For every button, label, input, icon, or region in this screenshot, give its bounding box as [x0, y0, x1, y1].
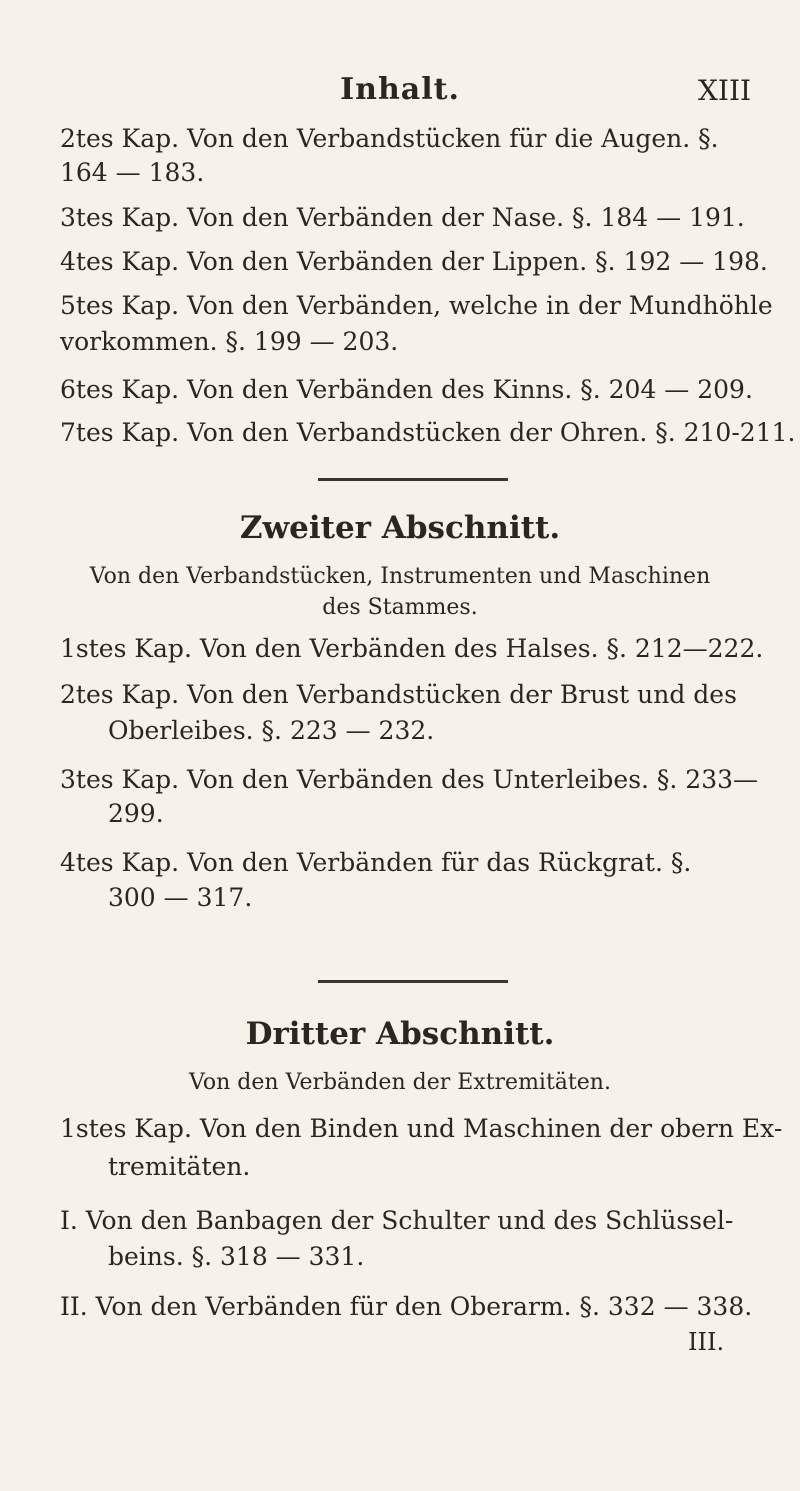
toc-entry-subsection-1-range: beins. §. 318 — 331. [108, 1242, 365, 1271]
toc-entry-chapter-7: 7tes Kap. Von den Verbandstücken der Ohren. §. 210-211. [60, 418, 796, 447]
toc-entry-subsection-1: I. Von den Banbagen der Schulter und des Schlüssel- [60, 1206, 734, 1235]
catchword: III. [688, 1328, 725, 1356]
toc-entry-chapter-2: 2tes Kap. Von den Verbandstücken der Brust und des [60, 680, 737, 709]
toc-entry-subsection-2: II. Von den Verbänden für den Oberarm. §. 332 — 338. [60, 1292, 753, 1321]
toc-entry-chapter-5: 5tes Kap. Von den Verbänden, welche in der Mundhöhle [60, 291, 773, 320]
toc-entry-chapter-1: 1stes Kap. Von den Binden und Maschinen der obern Ex- [60, 1114, 783, 1143]
toc-entry-chapter-2-range: 164 — 183. [60, 158, 205, 187]
toc-entry-chapter-1: 1stes Kap. Von den Verbänden des Halses. §. 212—222. [60, 634, 764, 663]
section-heading-3: Dritter Abschnitt. [245, 1016, 555, 1052]
section-subheading-2b: des Stammes. [322, 595, 478, 620]
toc-entry-chapter-5-range: vorkommen. §. 199 — 203. [60, 327, 399, 356]
toc-entry-chapter-1-cont: tremitäten. [108, 1152, 251, 1181]
toc-entry-chapter-4: 4tes Kap. Von den Verbänden für das Rückgrat. §. [60, 848, 692, 877]
toc-entry-chapter-6: 6tes Kap. Von den Verbänden des Kinns. §. 204 — 209. [60, 375, 753, 404]
section-divider [318, 478, 508, 481]
toc-entry-chapter-2: 2tes Kap. Von den Verbandstücken für die Augen. §. [60, 124, 719, 153]
section-subheading-3: Von den Verbänden der Extremitäten. [189, 1070, 611, 1095]
section-divider [318, 980, 508, 983]
toc-entry-chapter-3: 3tes Kap. Von den Verbänden der Nase. §. 184 — 191. [60, 203, 745, 232]
toc-entry-chapter-3: 3tes Kap. Von den Verbänden des Unterleibes. §. 233— [60, 765, 759, 794]
page-number: XIII [698, 74, 752, 107]
section-heading-2: Zweiter Abschnitt. [239, 510, 561, 546]
toc-entry-chapter-4: 4tes Kap. Von den Verbänden der Lippen. §. 192 — 198. [60, 247, 768, 276]
section-subheading-2a: Von den Verbandstücken, Instrumenten und Maschinen [89, 564, 711, 589]
toc-entry-chapter-4-range: 300 — 317. [108, 883, 253, 912]
toc-entry-chapter-2-range: Oberleibes. §. 223 — 232. [108, 716, 435, 745]
running-head-title: Inhalt. [340, 72, 460, 107]
toc-entry-chapter-3-range: 299. [108, 799, 164, 828]
